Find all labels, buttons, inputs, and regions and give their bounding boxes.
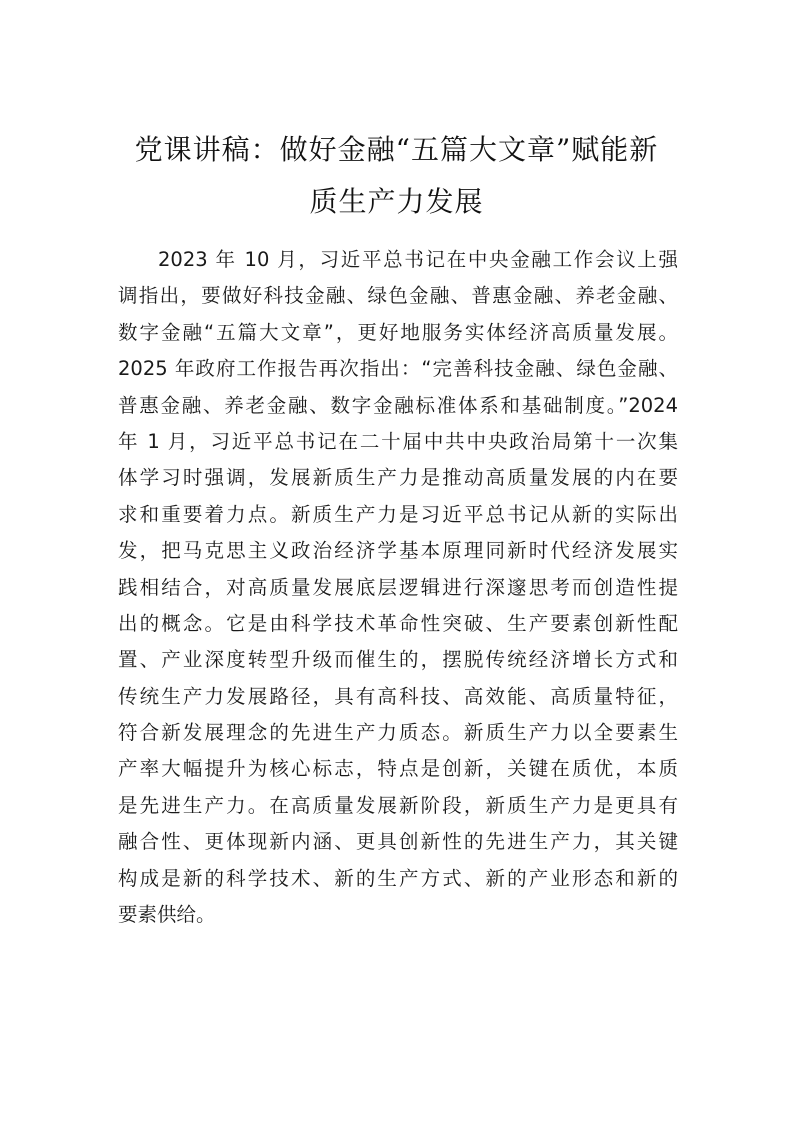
paragraph-line: 符合新发展理念的先进生产力质态。新质生产力以全要素生 xyxy=(118,721,678,745)
paragraph-line: 践相结合，对高质量发展底层逻辑进行深邃思考而创造性提 xyxy=(118,575,678,599)
title-line: 质生产力发展 xyxy=(309,185,484,218)
paragraph-line: 调指出，要做好科技金融、绿色金融、普惠金融、养老金融、 xyxy=(118,284,678,308)
paragraph-line: 体学习时强调，发展新质生产力是推动高质量发展的内在要 xyxy=(118,466,678,490)
paragraph-line: 数字金融“五篇大文章”，更好地服务实体经济高质量发展。 xyxy=(118,320,678,344)
paragraph-line: 2025 年政府工作报告再次指出：“完善科技金融、绿色金融、 xyxy=(118,357,678,381)
paragraph-line: 要素供给。 xyxy=(118,903,216,927)
paragraph-line: 求和重要着力点。新质生产力是习近平总书记从新的实际出 xyxy=(118,502,678,526)
document-title xyxy=(110,124,683,228)
paragraph-line: 产率大幅提升为核心标志，特点是创新，关键在质优，本质 xyxy=(118,757,678,781)
paragraph-line: 传统生产力发展路径，具有高科技、高效能、高质量特征， xyxy=(118,684,678,708)
title-line: 党课讲稿：做好金融“五篇大文章”赋能新 xyxy=(134,133,659,166)
paragraph-line: 2023 年 10 月，习近平总书记在中央金融工作会议上强 xyxy=(158,248,678,271)
paragraph-line: 置、产业深度转型升级而催生的，摆脱传统经济增长方式和 xyxy=(118,648,678,672)
paragraph-line: 普惠金融、养老金融、数字金融标准体系和基础制度。”2024 xyxy=(118,393,678,417)
paragraph-line: 构成是新的科学技术、新的生产方式、新的产业形态和新的 xyxy=(118,866,678,890)
paragraph-line: 出的概念。它是由科学技术革命性突破、生产要素创新性配 xyxy=(118,611,678,635)
paragraph-line: 是先进生产力。在高质量发展新阶段，新质生产力是更具有 xyxy=(118,793,678,817)
body-paragraph xyxy=(118,242,678,933)
paragraph-line: 年 1 月，习近平总书记在二十届中共中央政治局第十一次集 xyxy=(118,429,678,453)
paragraph-line: 融合性、更体现新内涵、更具创新性的先进生产力，其关键 xyxy=(118,830,678,854)
paragraph-line: 发，把马克思主义政治经济学基本原理同新时代经济发展实 xyxy=(118,539,678,563)
